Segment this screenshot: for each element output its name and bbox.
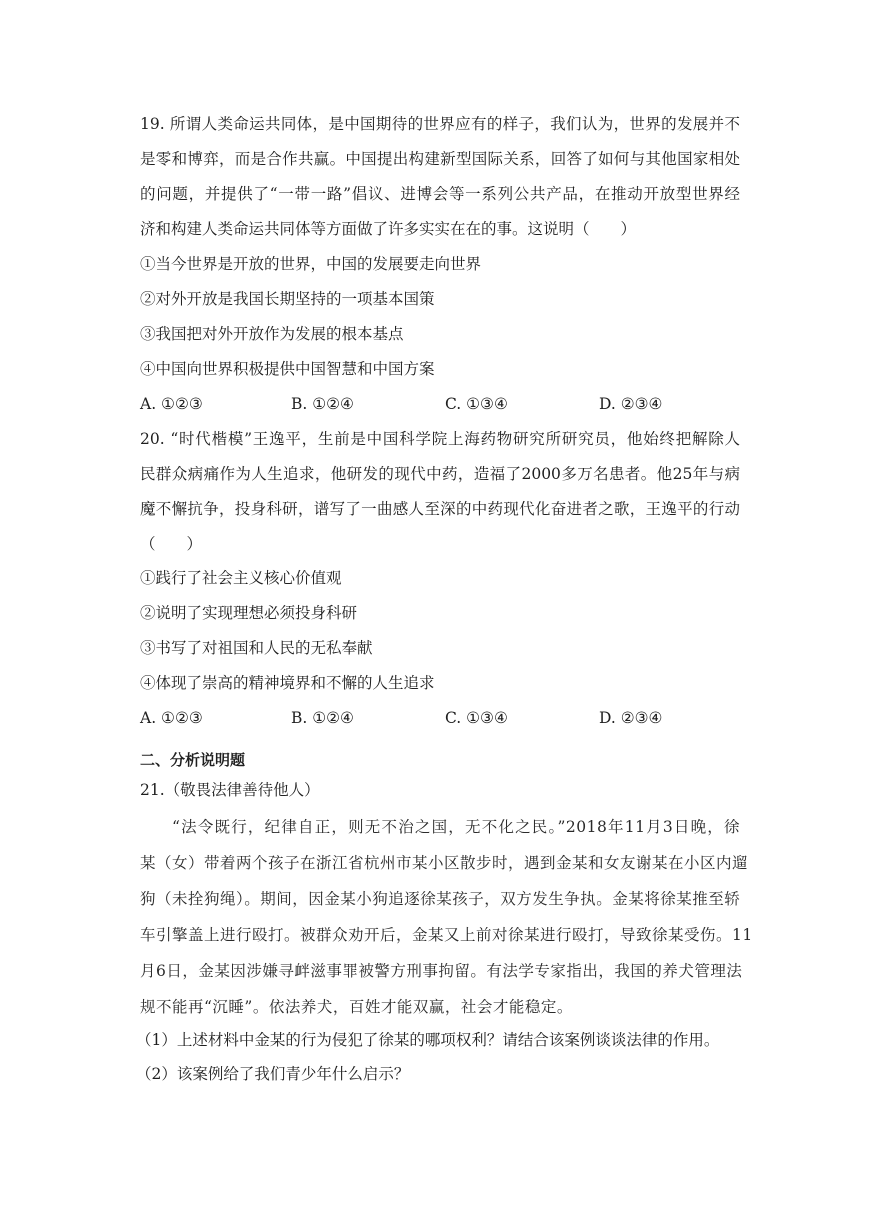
q21-title: 21.（敬畏法律善待他人） [140,781,320,799]
q20-statement-2: ②说明了实现理想必须投身科研 [140,604,358,622]
q20-stem-line-3: 魔不懈抗争，投身科研，谱写了一曲感人至深的中药现代化奋进者之歌，王逸平的行动 [140,500,740,518]
q19-statement-3: ③我国把对外开放作为发展的根本基点 [140,325,404,343]
q20-statement-4: ④体现了崇高的精神境界和不懈的人生追求 [140,674,435,692]
q20-stem-line-4: （ ） [140,535,203,553]
q19-stem-line-1: 19. 所谓人类命运共同体，是中国期待的世界应有的样子，我们认为，世界的发展并不 [140,115,740,133]
q19-option-a[interactable]: A. ①②③ [140,395,203,413]
q19-option-d[interactable]: D. ②③④ [599,395,663,413]
q20-stem-line-2: 民群众病痛作为人生追求，他研发的现代中药，造福了2000多万名患者。他25年与病 [140,465,740,483]
q19-stem-line-2: 是零和博弈，而是合作共赢。中国提出构建新型国际关系，回答了如何与其他国家相处 [140,150,740,168]
q19-option-c[interactable]: C. ①③④ [445,395,508,413]
q20-options [140,708,700,728]
q21-material-line-1: “法令既行，纪律自正，则无不治之国，无不化之民。”2018年11月3日晚，徐 [172,818,740,836]
q19-option-b[interactable]: B. ①②④ [291,395,354,413]
q19-statement-4: ④中国向世界积极提供中国智慧和中国方案 [140,360,435,378]
section-heading: 二、分析说明题 [140,751,246,769]
q20-option-c[interactable]: C. ①③④ [445,709,508,727]
q21-material-line-5: 月6日，金某因涉嫌寻衅滋事罪被警方刑事拘留。有法学专家指出，我国的养犬管理法 [140,962,743,980]
q19-stem-line-4: 济和构建人类命运共同体等方面做了许多实实在在的事。这说明（ ） [140,220,637,238]
q21-material-line-3: 狗（未拴狗绳）。期间，因金某小狗追逐徐某孩子，双方发生争执。金某将徐某推至轿 [140,890,741,908]
q21-material-line-6: 规不能再“沉睡”。依法养犬，百姓才能双赢，社会才能稳定。 [140,998,573,1016]
q21-question-1: （1）上述材料中金某的行为侵犯了徐某的哪项权利？请结合该案例谈谈法律的作用。 [136,1031,720,1049]
q20-option-a[interactable]: A. ①②③ [140,709,203,727]
q20-statement-3: ③书写了对祖国和人民的无私奉献 [140,639,373,657]
q21-material-line-4: 车引擎盖上进行殴打。被群众劝开后，金某又上前对徐某进行殴打，导致徐某受伤。11 [140,926,753,944]
q19-statement-1: ①当今世界是开放的世界，中国的发展要走向世界 [140,255,482,273]
q21-material-line-2: 某（女）带着两个孩子在浙江省杭州市某小区散步时，遇到金某和女友谢某在小区内遛 [140,854,749,872]
q20-option-b[interactable]: B. ①②④ [291,709,354,727]
q20-stem-line-1: 20. “时代楷模”王逸平，生前是中国科学院上海药物研究所研究员，他始终把解除人 [140,430,740,448]
q20-statement-1: ①践行了社会主义核心价值观 [140,569,342,587]
q19-statement-2: ②对外开放是我国长期坚持的一项基本国策 [140,290,435,308]
q21-question-2: （2）该案例给了我们青少年什么启示？ [136,1065,410,1083]
q19-options [140,394,700,414]
q20-option-d[interactable]: D. ②③④ [599,709,663,727]
q19-stem-line-3: 的问题，并提供了“一带一路”倡议、进博会等一系列公共产品，在推动开放型世界经 [140,185,740,203]
